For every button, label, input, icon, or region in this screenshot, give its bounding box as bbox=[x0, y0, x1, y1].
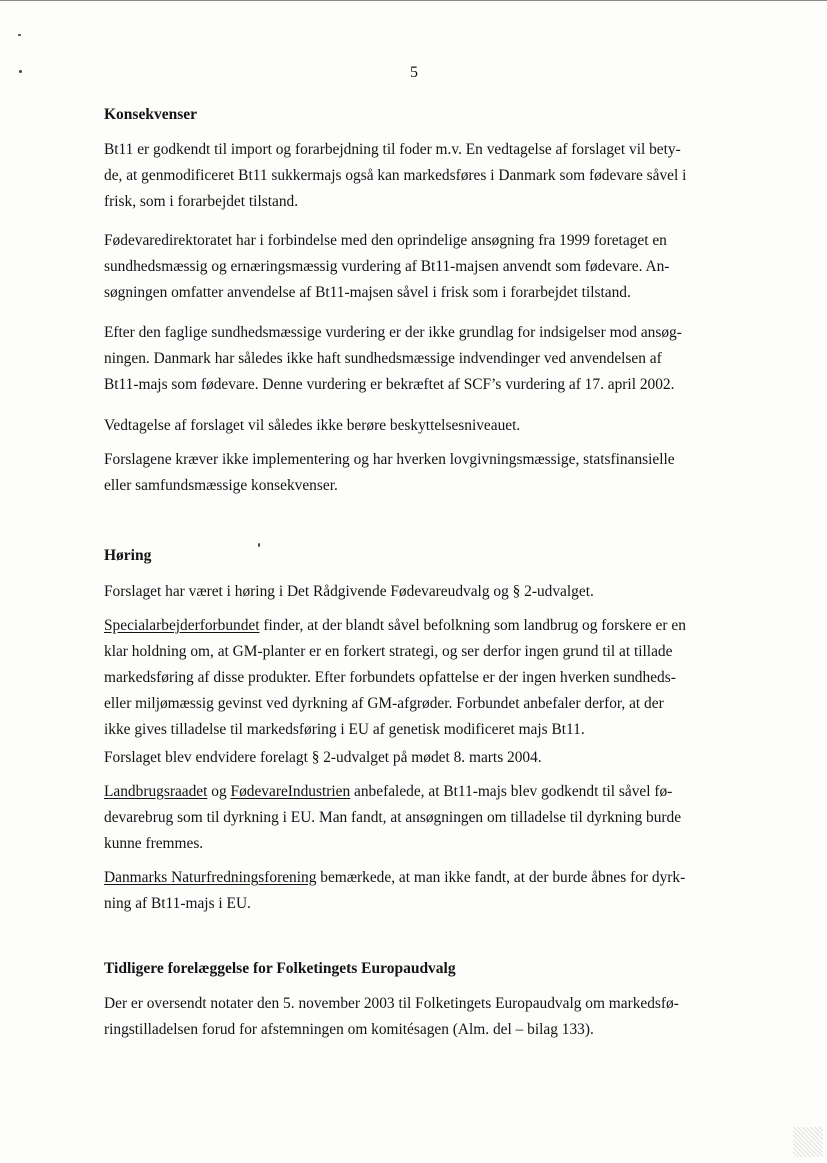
paragraph bbox=[104, 991, 732, 1043]
text-line: ning af Bt11-majs i EU. bbox=[104, 895, 251, 912]
text-line: ningen. Danmark har således ikke haft sundhedsmæssige indvendinger ved anvendelsen af bbox=[104, 350, 662, 367]
text-fragment: finder, at der blandt såvel befolkning som landbrug og forskere er en bbox=[259, 617, 686, 634]
text-line: eller samfundsmæssige konsekvenser. bbox=[104, 477, 338, 494]
section-heading-konsekvenser: Konsekvenser bbox=[104, 106, 197, 123]
text-line: Bt11 er godkendt til import og forarbejdning til foder m.v. En vedtagelse af forslaget vil bety- bbox=[104, 141, 681, 158]
text-line: frisk, som i forarbejdet tilstand. bbox=[104, 193, 299, 210]
scan-speck bbox=[19, 70, 22, 73]
text-line: ringstilladelsen forud for afstemningen om komitésagen (Alm. del – bilag 133). bbox=[104, 1021, 594, 1038]
scan-noise bbox=[793, 1127, 823, 1157]
text-line: devarebrug som til dyrkning i EU. Man fandt, at ansøgningen om tilladelse til dyrkning burde bbox=[104, 809, 682, 826]
text-line: sundhedsmæssig og ernæringsmæssig vurdering af Bt11-majsen anvendt som fødevare. An- bbox=[104, 258, 670, 275]
text-line: ikke gives tilladelse til markedsføring i EU af genetisk modificeret majs Bt11. bbox=[104, 721, 585, 738]
text-line: søgningen omfatter anvendelse af Bt11-majsen såvel i frisk som i forarbejdet tilstand. bbox=[104, 284, 631, 301]
text-line: Der er oversendt notater den 5. november 2003 til Folketingets Europaudvalg om markedsfø- bbox=[104, 995, 679, 1012]
paragraph bbox=[104, 413, 732, 439]
text-line bbox=[104, 865, 732, 891]
text-line: Forslagene kræver ikke implementering og har hverken lovgivningsmæssige, statsfinansielle bbox=[104, 451, 675, 468]
page-number: 5 bbox=[410, 64, 418, 81]
text-line: Forslaget har været i høring i Det Rådgivende Fødevareudvalg og § 2-udvalget. bbox=[104, 583, 594, 600]
text-line: Forslaget blev endvidere forelagt § 2-udvalget på mødet 8. marts 2004. bbox=[104, 749, 542, 766]
paragraph bbox=[104, 447, 732, 499]
scan-top-edge bbox=[0, 0, 827, 1]
text-line bbox=[104, 779, 732, 805]
paragraph bbox=[104, 745, 732, 771]
text-fragment: og bbox=[207, 783, 231, 800]
paragraph bbox=[104, 228, 732, 306]
text-line bbox=[104, 613, 732, 639]
paragraph bbox=[104, 779, 732, 857]
organization-name: Danmarks Naturfredningsforening bbox=[104, 869, 317, 886]
paragraph bbox=[104, 865, 732, 917]
paragraph bbox=[104, 613, 732, 743]
text-line: de, at genmodificeret Bt11 sukkermajs også kan markedsføres i Danmark som fødevare såvel i bbox=[104, 167, 687, 184]
text-line: Bt11-majs som fødevare. Denne vurdering er bekræftet af SCF’s vurdering af 17. april 2002. bbox=[104, 376, 675, 393]
text-line: Fødevaredirektoratet har i forbindelse med den oprindelige ansøgning fra 1999 foretaget en bbox=[104, 232, 667, 249]
paragraph bbox=[104, 137, 732, 215]
text-line: klar holdning om, at GM-planter er en forkert strategi, og ser derfor ingen grund til at tillade bbox=[104, 643, 673, 660]
section-heading-horing: Høring bbox=[104, 547, 152, 564]
text-line: kunne fremmes. bbox=[104, 835, 204, 852]
text-line: eller miljømæssig gevinst ved dyrkning af GM-afgrøder. Forbundet anbefaler derfor, at der bbox=[104, 695, 664, 712]
scan-speck bbox=[258, 543, 260, 547]
paragraph bbox=[104, 579, 732, 605]
text-line: Vedtagelse af forslaget vil således ikke berøre beskyttelsesniveauet. bbox=[104, 417, 521, 434]
paragraph bbox=[104, 320, 732, 398]
text-fragment: anbefalede, at Bt11-majs blev godkendt til såvel fø- bbox=[350, 783, 673, 800]
text-fragment: bemærkede, at man ikke fandt, at der burde åbnes for dyrk- bbox=[316, 869, 686, 886]
section-heading-tidligere: Tidligere forelæggelse for Folketingets Europaudvalg bbox=[104, 960, 456, 977]
text-line: markedsføring af disse produkter. Efter forbundets opfattelse er der ingen hverken sundheds- bbox=[104, 669, 676, 686]
organization-name: Landbrugsraadet bbox=[104, 783, 208, 800]
organization-name: Specialarbejderforbundet bbox=[104, 617, 260, 634]
scan-speck bbox=[18, 34, 21, 36]
organization-name: FødevareIndustrien bbox=[230, 783, 351, 800]
text-line: Efter den faglige sundhedsmæssige vurdering er der ikke grundlag for indsigelser mod ansøg- bbox=[104, 324, 682, 341]
